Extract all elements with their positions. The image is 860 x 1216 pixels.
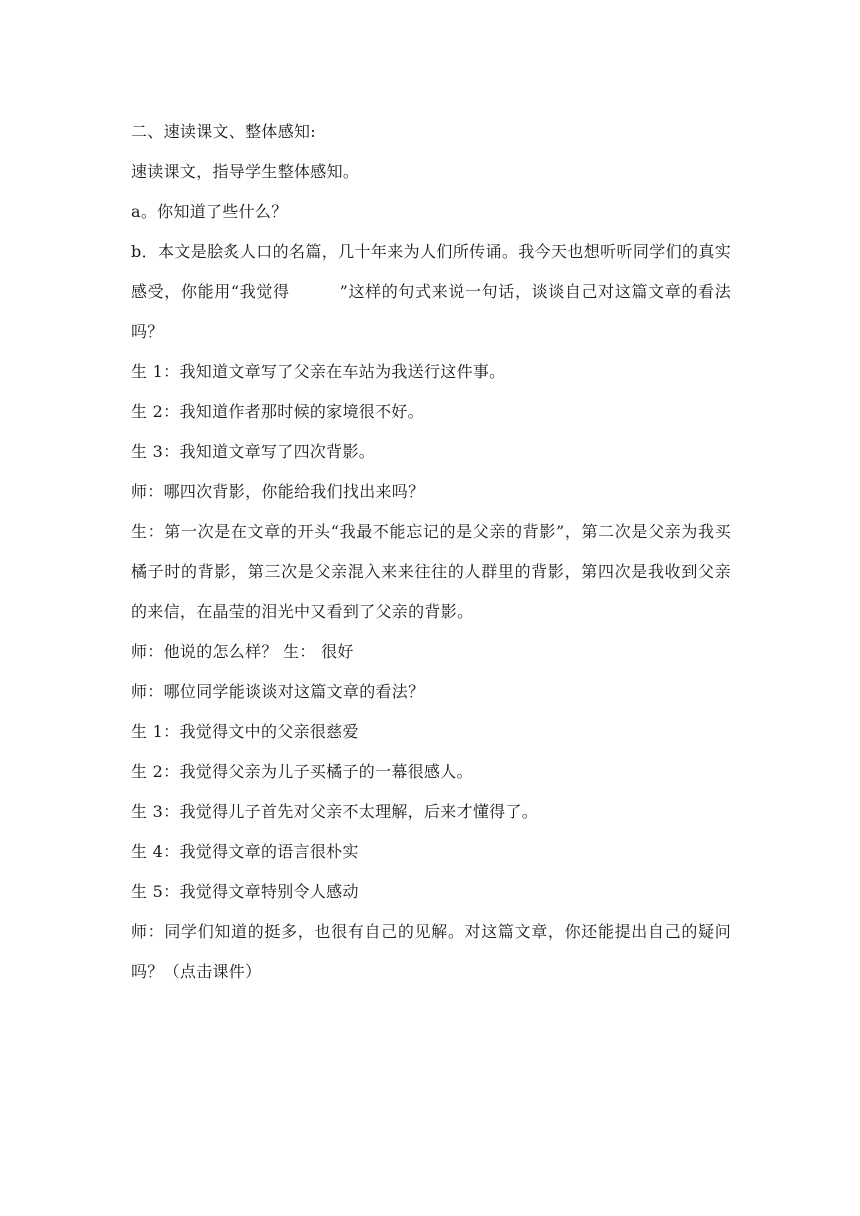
paragraph: 生：第一次是在文章的开头“我最不能忘记的是父亲的背影”，第二次是父亲为我买橘子时的背影，第三次是父亲混入来来往往的人群里的背影，第四次是我收到父亲的来信，在晶莹的泪光中又看到了父亲的背影。	[131, 522, 731, 621]
paragraph: 师：他说的怎么样？ 生： 很好	[131, 642, 354, 661]
paragraph: 生 1：我觉得文中的父亲很慈爱	[131, 722, 359, 741]
paragraph: 生 2：我觉得父亲为儿子买橘子的一幕很感人。	[131, 762, 473, 781]
paragraph: 生 3：我知道文章写了四次背影。	[131, 442, 376, 461]
paragraph: 师：同学们知道的挺多，也很有自己的见解。对这篇文章，你还能提出自己的疑问吗？（点击课件）	[131, 922, 731, 981]
paragraph	[131, 232, 731, 352]
paragraph-text: ”这样的句式来说一句话，谈谈自己对这篇文章的看法吗？	[131, 282, 731, 341]
paragraph: 生 5：我觉得文章特别令人感动	[131, 882, 359, 901]
paragraph: a。你知道了些什么？	[131, 202, 288, 221]
section-heading: 二、速读课文、整体感知:	[131, 122, 316, 141]
paragraph: 生 3：我觉得儿子首先对父亲不太理解，后来才懂得了。	[131, 802, 539, 821]
paragraph: 师：哪位同学能谈谈对这篇文章的看法？	[131, 682, 425, 701]
paragraph: 生 2：我知道作者那时候的家境很不好。	[131, 402, 424, 421]
paragraph: 师：哪四次背影，你能给我们找出来吗？	[131, 482, 425, 501]
paragraph: 生 4：我觉得文章的语言很朴实	[131, 842, 359, 861]
paragraph: 速读课文，指导学生整体感知。	[131, 162, 360, 181]
paragraph-text: b．本文是脍炙人口的名篇，几十年来为人们所传诵。我今天也想听听同学们的真实感受，你能用“我觉得	[131, 242, 731, 301]
document-body	[131, 112, 731, 992]
paragraph: 生 1：我知道文章写了父亲在车站为我送行这件事。	[131, 362, 506, 381]
